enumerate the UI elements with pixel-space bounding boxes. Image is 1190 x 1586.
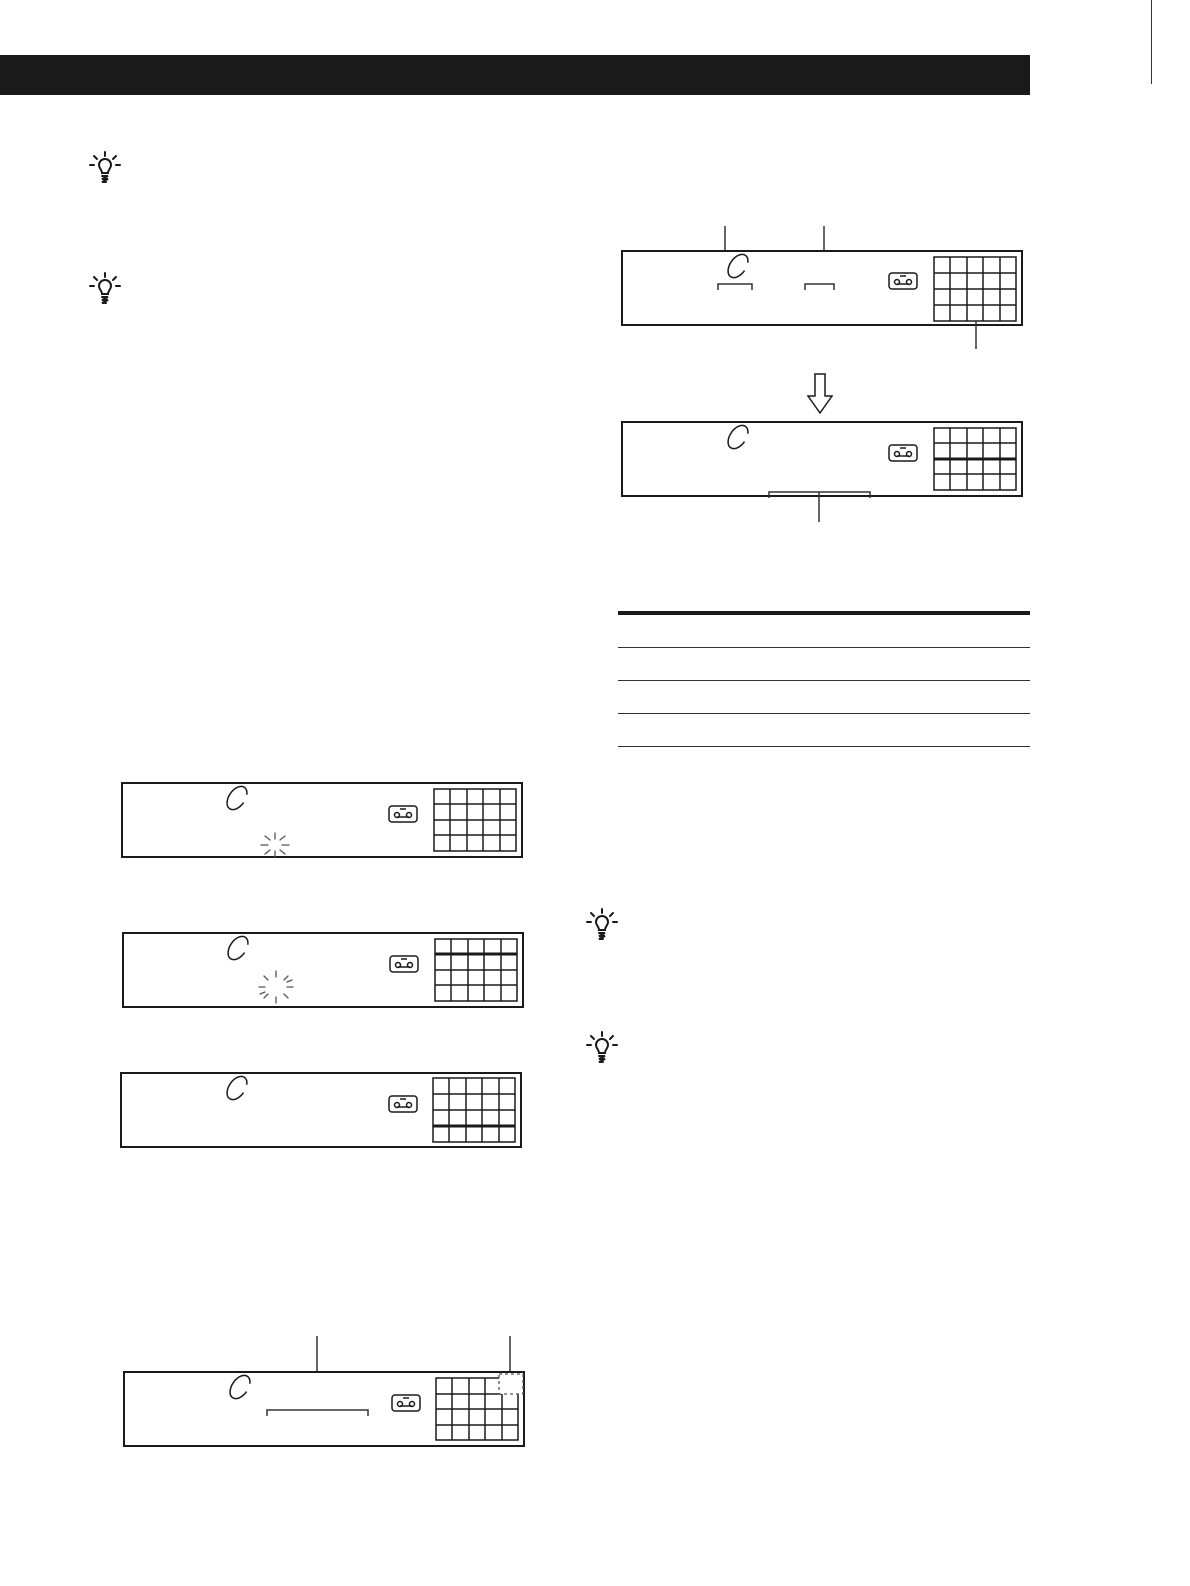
table-row <box>618 648 1030 681</box>
display-panel-after-change <box>620 420 1030 525</box>
lightbulb-tip-icon <box>88 271 122 307</box>
table-row <box>618 681 1030 714</box>
table-row <box>618 613 1030 648</box>
table-cell <box>618 714 1030 747</box>
section-header-bar <box>0 55 1030 95</box>
table-cell <box>618 681 1030 714</box>
crop-mark <box>1151 0 1152 84</box>
table-cell <box>618 613 1030 648</box>
display-panel-program-set <box>119 1071 529 1153</box>
table-cell <box>618 648 1030 681</box>
down-arrow-icon <box>806 372 834 416</box>
display-panel-blinking-1 <box>120 781 530 863</box>
lightbulb-tip-icon <box>88 150 122 186</box>
display-panel-blinking-2 <box>121 931 531 1013</box>
table-row <box>618 714 1030 747</box>
lightbulb-tip-icon <box>585 1030 619 1066</box>
display-panel-callouts-left <box>122 1334 532 1450</box>
display-panel-callouts <box>620 224 1030 352</box>
lightbulb-tip-icon <box>585 907 619 943</box>
spec-table <box>618 611 1030 747</box>
